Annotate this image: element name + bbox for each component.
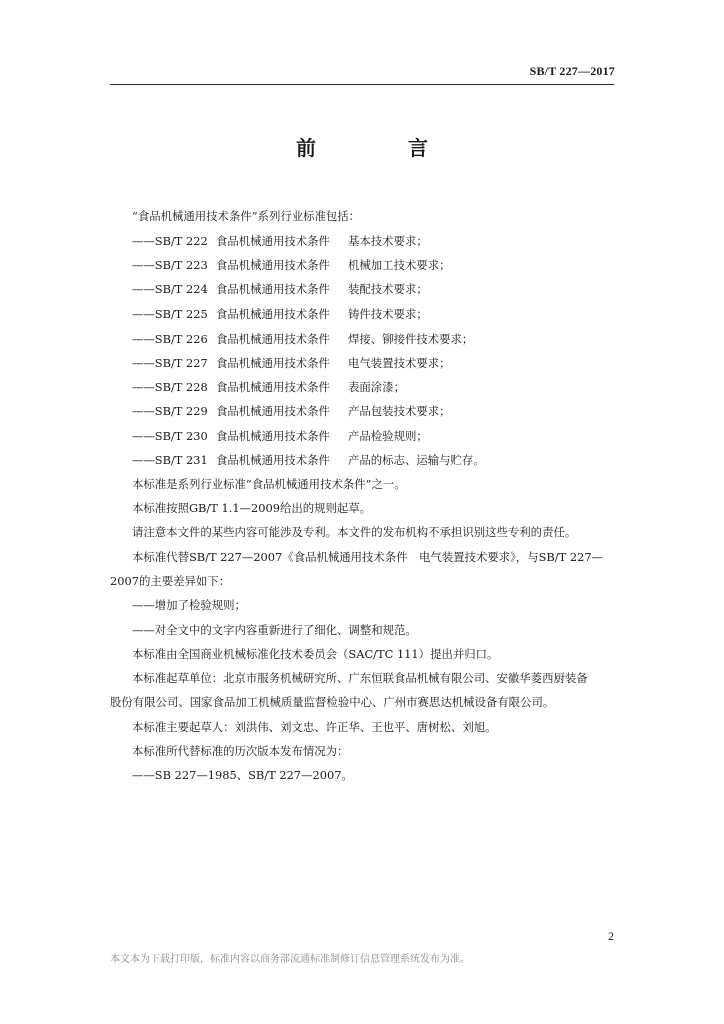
list-item-code: ——SB/T 225: [132, 307, 208, 321]
paragraph-drafting-units-line2: 股份有限公司、国家食品加工机械质量监督检验中心、广州市赛思达机械设备有限公司。: [110, 695, 555, 709]
list-item-name: 食品机械通用技术条件: [216, 307, 330, 321]
paragraph-patent-notice: 请注意本文件的某些内容可能涉及专利。本文件的发布机构不承担识别这些专利的责任。: [132, 525, 577, 539]
list-item: [132, 306, 428, 322]
list-item-topic: 装配技术要求；: [348, 282, 428, 296]
list-item-topic: 电气装置技术要求；: [348, 356, 451, 370]
list-item-topic: 产品检验规则；: [348, 429, 428, 443]
list-item-code: ——SB/T 222: [132, 234, 208, 248]
list-item-code: ——SB/T 229: [132, 404, 208, 418]
list-item-code: ——SB/T 226: [132, 332, 208, 346]
list-item: [132, 428, 428, 444]
list-item-topic: 基本技术要求；: [348, 234, 428, 248]
list-item-name: 食品机械通用技术条件: [216, 234, 330, 248]
list-item-name: 食品机械通用技术条件: [216, 380, 330, 394]
list-item-name: 食品机械通用技术条件: [216, 258, 330, 272]
list-item-topic: 机械加工技术要求；: [348, 258, 451, 272]
list-item-code: ——SB/T 223: [132, 258, 208, 272]
page-title: 前 言: [296, 136, 464, 160]
header-standard-code: SB/T 227—2017: [529, 64, 615, 78]
list-item-name: 食品机械通用技术条件: [216, 332, 330, 346]
difference-item: ——对全文中的文字内容重新进行了细化、调整和规范。: [132, 623, 417, 637]
footer-note: 本文本为下载打印版，标准内容以商务部流通标准制修订信息管理系统发布为准。: [110, 954, 470, 965]
list-item-code: ——SB/T 227: [132, 356, 208, 370]
list-item-topic: 表面涂漆；: [348, 380, 405, 394]
list-item-topic: 焊接、铆接件技术要求；: [348, 332, 474, 346]
list-item-code: ——SB/T 224: [132, 282, 208, 296]
list-item: [132, 452, 485, 468]
list-item: [132, 281, 428, 297]
list-item-topic: 产品的标志、运输与贮存。: [348, 453, 485, 467]
paragraph-history-list: ——SB 227—1985、SB/T 227—2007。: [132, 768, 353, 782]
intro-text: “食品机械通用技术条件”系列行业标准包括：: [132, 209, 361, 223]
paragraph-series-membership: 本标准是系列行业标准“食品机械通用技术条件”之一。: [132, 477, 406, 491]
list-item-code: ——SB/T 230: [132, 429, 208, 443]
list-item-code: ——SB/T 231: [132, 453, 208, 467]
list-item-name: 食品机械通用技术条件: [216, 356, 330, 370]
list-item: [132, 403, 451, 419]
paragraph-history-intro: 本标准所代替标准的历次版本发布情况为：: [132, 744, 349, 758]
list-item-name: 食品机械通用技术条件: [216, 453, 330, 467]
list-item-topic: 产品包装技术要求；: [348, 404, 451, 418]
list-item-name: 食品机械通用技术条件: [216, 429, 330, 443]
list-item: [132, 233, 428, 249]
difference-item: ——增加了检验规则；: [132, 598, 246, 612]
list-item-name: 食品机械通用技术条件: [216, 404, 330, 418]
paragraph-proposer: 本标准由全国商业机械标准化技术委员会（SAC/TC 111）提出并归口。: [132, 647, 499, 661]
paragraph-drafters: 本标准主要起草人：刘洪伟、刘文忠、许正华、王也平、唐树松、刘旭。: [132, 720, 497, 734]
paragraph-replacement-line2: 2007的主要差异如下：: [110, 574, 231, 588]
list-item: [132, 331, 473, 347]
list-item-code: ——SB/T 228: [132, 380, 208, 394]
page-number: 2: [608, 929, 614, 943]
list-item-topic: 铸件技术要求；: [348, 307, 428, 321]
list-item: [132, 355, 451, 371]
list-item: [132, 257, 451, 273]
paragraph-drafting-units-line1: 本标准起草单位：北京市服务机械研究所、广东恒联食品机械有限公司、安徽华菱西厨装备: [132, 671, 588, 685]
list-item: [132, 379, 405, 395]
list-item-name: 食品机械通用技术条件: [216, 282, 330, 296]
paragraph-replacement-line1: 本标准代替SB/T 227—2007《食品机械通用技术条件 电气装置技术要求》，与SB/T 227—: [132, 550, 603, 564]
paragraph-drafting-rules: 本标准按照GB/T 1.1—2009给出的规则起草。: [132, 501, 372, 515]
document-body: [110, 0, 616, 1024]
